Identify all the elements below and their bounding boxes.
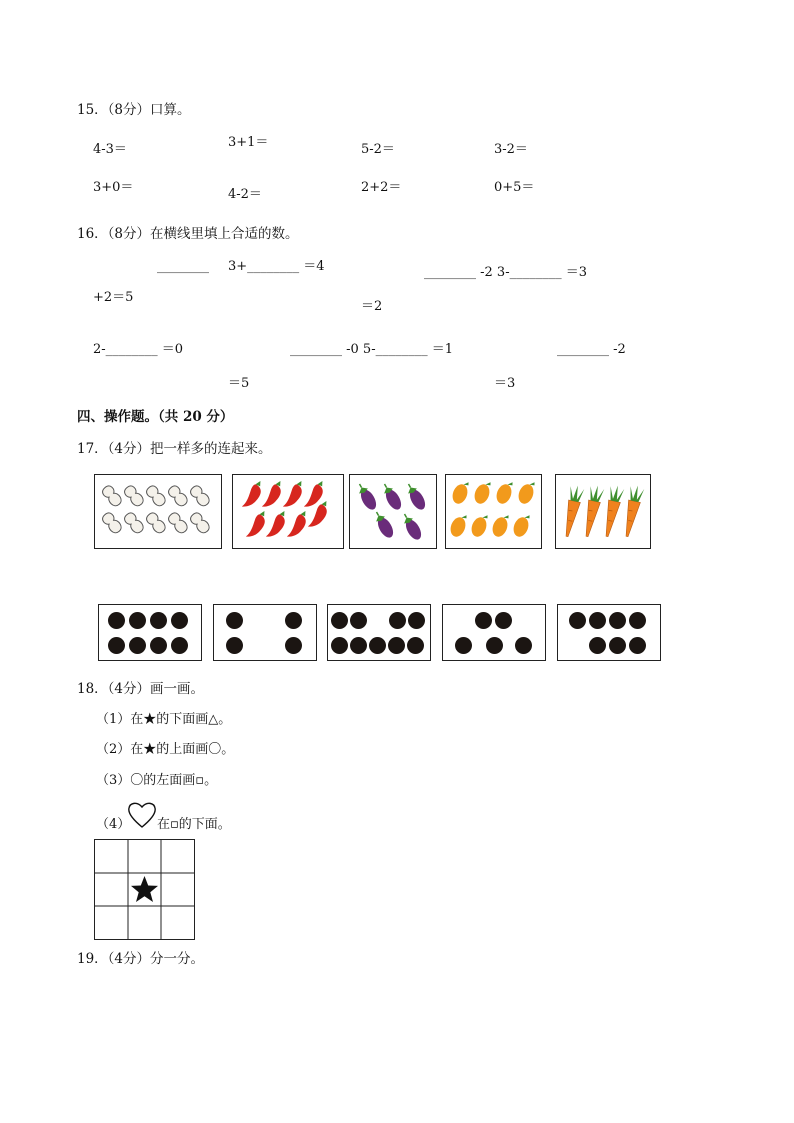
q18-title: 18．（4分）画一画。 (77, 681, 205, 697)
q16-title: 16．（8分）在横线里填上合适的数。 (77, 226, 299, 242)
eggplant-icon (371, 509, 396, 540)
dot (108, 637, 125, 654)
carrot-icons (556, 475, 652, 550)
dot (150, 612, 167, 629)
q18-item4-suffix: 在▫的下面。 (157, 817, 231, 832)
dot (331, 637, 348, 654)
q15-item: 4-2＝ (228, 187, 262, 202)
carrot-box[interactable] (555, 474, 651, 549)
mango-icon (450, 478, 471, 505)
mango-icon (448, 511, 469, 538)
dot (285, 637, 302, 654)
dot (408, 612, 425, 629)
peanut-icon (167, 511, 190, 535)
dot (369, 637, 386, 654)
drawing-grid[interactable] (94, 839, 195, 940)
dot (129, 637, 146, 654)
fill-blank[interactable]: ________ (157, 259, 209, 274)
dot (388, 637, 405, 654)
dot-box-4[interactable] (442, 604, 546, 661)
peanut-icon (101, 484, 124, 508)
dot (150, 637, 167, 654)
dot-box-3[interactable] (327, 604, 431, 661)
dot (171, 637, 188, 654)
dot (569, 612, 586, 629)
q16-problem: ________ -2 3-________ ＝3 (424, 265, 587, 280)
eggplant-box[interactable] (349, 474, 437, 549)
peanut-box[interactable] (94, 474, 222, 549)
dot (589, 612, 606, 629)
dot (495, 612, 512, 629)
q18-item: （3）〇的左面画▫。 (96, 773, 218, 788)
star-icon (131, 876, 158, 902)
q17-title: 17．（4分）把一样多的连起来。 (77, 441, 272, 457)
pepper-box[interactable] (232, 474, 344, 549)
mango-box[interactable] (445, 474, 542, 549)
dot (226, 612, 243, 629)
q16-problem: ＝5 (228, 376, 250, 391)
q15-item: 3+1＝ (228, 135, 269, 150)
dot (589, 637, 606, 654)
dot (609, 637, 626, 654)
mango-icon (490, 511, 511, 538)
mango-icon (511, 511, 532, 538)
q19-title: 19．（4分）分一分。 (77, 951, 205, 967)
dot (407, 637, 424, 654)
mango-icon (494, 478, 515, 505)
eggplant-icon (399, 511, 424, 542)
pepper-icon (262, 478, 286, 511)
peanut-icon (167, 484, 190, 508)
dot (108, 612, 125, 629)
carrot-icon (560, 484, 585, 538)
dot (350, 637, 367, 654)
peanut-icon (145, 484, 168, 508)
eggplant-icons (350, 475, 438, 550)
mango-icon (469, 511, 490, 538)
mango-icon (516, 478, 537, 505)
q15-item: 2+2＝ (361, 180, 402, 195)
carrot-icon (580, 484, 605, 538)
dot-box-5[interactable] (557, 604, 661, 661)
dot (515, 637, 532, 654)
carrot-icon (620, 484, 645, 538)
dot (285, 612, 302, 629)
q15-title: 15．（8分）口算。 (77, 102, 191, 118)
dot (475, 612, 492, 629)
dot (629, 637, 646, 654)
eggplant-icon (379, 481, 404, 512)
peanut-icon (123, 511, 146, 535)
eggplant-icon (403, 481, 428, 512)
pepper-icon (283, 478, 307, 511)
peanut-icon (101, 511, 124, 535)
peanut-icon (123, 484, 146, 508)
dot (331, 612, 348, 629)
pepper-icon (287, 508, 311, 541)
mango-icons (446, 475, 543, 550)
dot (226, 637, 243, 654)
dot (129, 612, 146, 629)
section-title: 四、操作题。（共 20 分） (77, 409, 234, 425)
q18-item4-prefix: （4） (96, 817, 131, 832)
peanut-icons (95, 475, 223, 550)
pepper-icon (266, 508, 290, 541)
q16-problem: ＝3 (494, 376, 516, 391)
dot-box-1[interactable] (98, 604, 202, 661)
peanut-icon (189, 511, 212, 535)
heart-icon (127, 800, 157, 830)
q16-problem: 3+________ ＝4 (228, 259, 325, 274)
dot (486, 637, 503, 654)
dot (389, 612, 406, 629)
chili-pepper-icons (233, 475, 345, 550)
carrot-icon (600, 484, 625, 538)
dot-box-2[interactable] (213, 604, 317, 661)
pepper-icon (246, 508, 270, 541)
q18-item: （2）在★的上面画〇。 (96, 742, 235, 757)
q15-item: 5-2＝ (361, 142, 395, 157)
q15-item: 3-2＝ (494, 142, 528, 157)
q18-item: （1）在★的下面画△。 (96, 712, 232, 727)
q15-item: 0+5＝ (494, 180, 535, 195)
q16-problem: +2＝5 (93, 290, 134, 305)
peanut-icon (189, 484, 212, 508)
dot (171, 612, 188, 629)
q15-item: 3+0＝ (93, 180, 134, 195)
peanut-icon (145, 511, 168, 535)
q16-problem: ________ -2 (557, 342, 626, 357)
dot (350, 612, 367, 629)
dot (609, 612, 626, 629)
pepper-icon (242, 478, 266, 511)
q15-item: 4-3＝ (93, 142, 127, 157)
q16-problem: 2-________ ＝0 (93, 342, 184, 357)
q16-problem: ________ -0 5-________ ＝1 (290, 342, 453, 357)
mango-icon (472, 478, 493, 505)
dot (629, 612, 646, 629)
q16-problem: ＝2 (361, 299, 383, 314)
dot (455, 637, 472, 654)
eggplant-icon (354, 481, 379, 512)
